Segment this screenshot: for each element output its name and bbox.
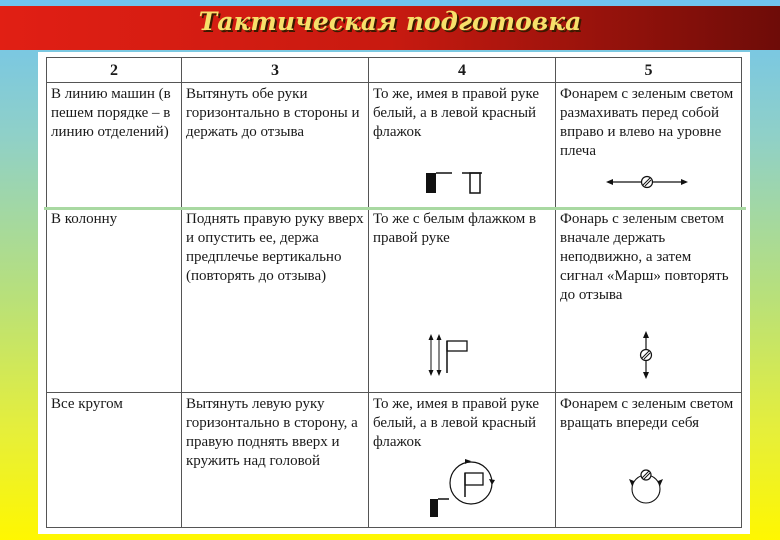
- cell-text: Фонарем с зеленым светом вращать впереди себя: [560, 396, 734, 431]
- cell-text: Вытянуть левую руку горизонтально в сторону, а правую поднять вверх и кружить над головой: [186, 396, 358, 469]
- cell-text: То же, имея в правой руке белый, а в левой красный флажок: [373, 86, 540, 140]
- scan-seam: [44, 207, 746, 210]
- cell-text: В колонну: [51, 211, 118, 227]
- lantern-swing-horizontal-icon: [604, 171, 690, 193]
- lantern-cell: [556, 393, 742, 528]
- page-title: Тактическая подготовка: [198, 7, 582, 36]
- cell-text: Вытянуть обе руки горизонтально в стороны и держать до отзыва: [186, 86, 360, 140]
- signals-table: [46, 57, 742, 528]
- table-header-row: [47, 58, 742, 83]
- table-row: [47, 83, 742, 208]
- lantern-swing-vertical-icon: [634, 330, 658, 380]
- column-header: 5: [556, 58, 742, 83]
- column-header: 3: [182, 58, 369, 83]
- command-cell: [47, 208, 182, 393]
- command-cell: [47, 83, 182, 208]
- cell-text: Фонарем с зеленым светом размахивать перед собой вправо и влево на уровне плеча: [560, 86, 734, 159]
- cell-text: Все кругом: [51, 396, 123, 412]
- column-header: 2: [47, 58, 182, 83]
- two-flags-horizontal-icon: [424, 163, 494, 197]
- lantern-cell: [556, 83, 742, 208]
- cell-text: Поднять правую руку вверх и опустить ее, держа предплечье вертикально (повторять до отзыва): [186, 211, 364, 284]
- cell-text: Фонарь с зеленым светом вначале держать неподвижно, а затем сигнал «Марш» повторять до отзыва: [560, 211, 729, 303]
- command-cell: [47, 393, 182, 528]
- table-row: [47, 393, 742, 528]
- hands-cell: [182, 393, 369, 528]
- cell-text: В линию машин (в пешем порядке – в линию отделений): [51, 86, 171, 140]
- lantern-cell: [556, 208, 742, 393]
- flags-cell: [369, 393, 556, 528]
- cell-text: То же с белым флажком в правой руке: [373, 211, 537, 246]
- flags-cell: [369, 208, 556, 393]
- flag-circle-icon: [427, 459, 497, 521]
- cell-text: То же, имея в правой руке белый, а в левой красный флажок: [373, 396, 540, 450]
- flags-cell: [369, 83, 556, 208]
- hands-cell: [182, 208, 369, 393]
- lantern-rotate-icon: [626, 467, 666, 507]
- hands-cell: [182, 83, 369, 208]
- flag-raise-lower-icon: [427, 333, 477, 377]
- column-header: 4: [369, 58, 556, 83]
- table-row: [47, 208, 742, 393]
